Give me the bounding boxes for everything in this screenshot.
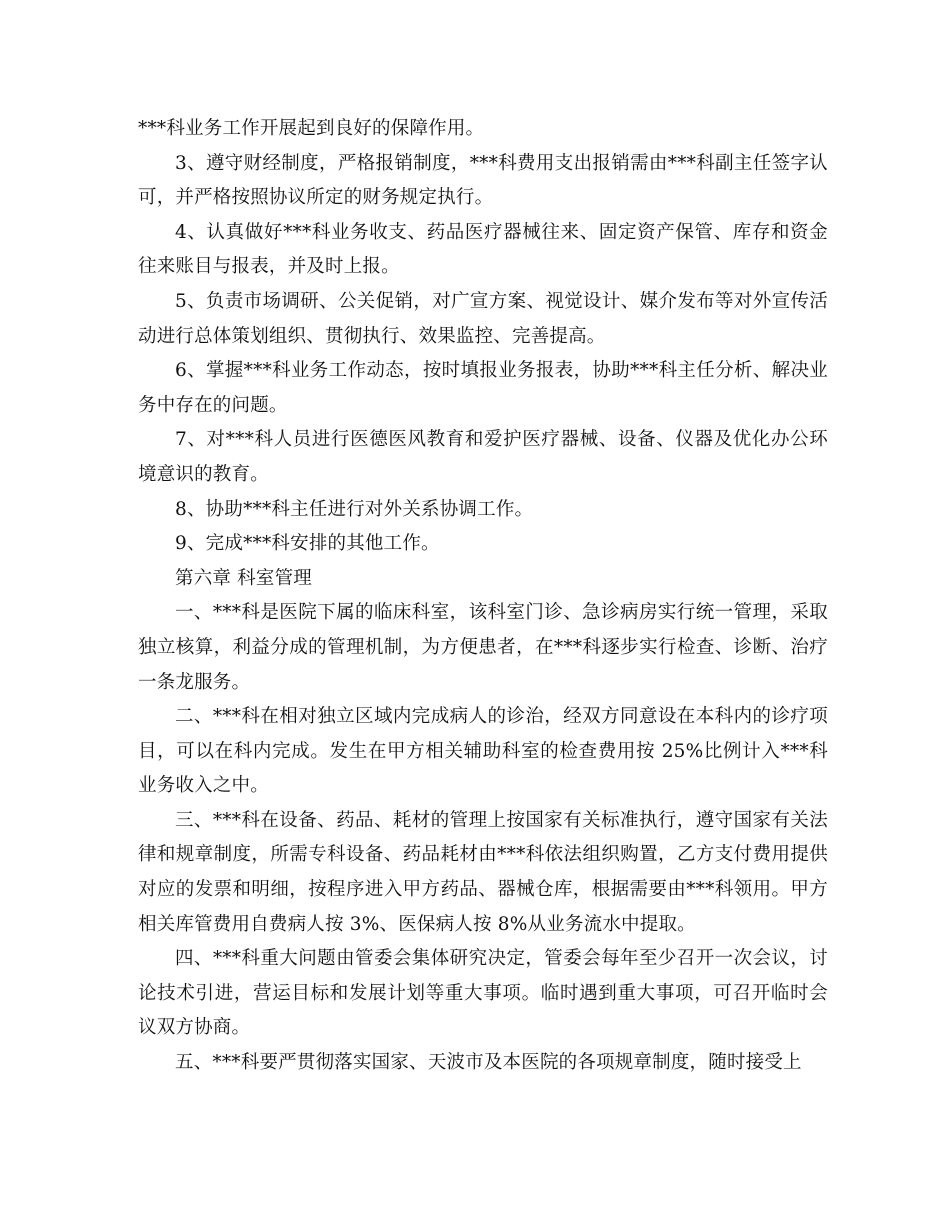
paragraph-section-4: 四、***科重大问题由管委会集体研究决定，管委会每年至少召开一次会议，讨论技术引进，营运目标和发展计划等重大事项。临时遇到重大事项，可召开临时会议双方协商。: [138, 948, 828, 1039]
paragraph-section-2: 二、***科在相对独立区域内完成病人的诊治，经双方同意设在本科内的诊疗项目，可以在科内完成。发生在甲方相关辅助科室的检查费用按 25%比例计入***科业务收入之中。: [138, 706, 828, 797]
paragraph-item-4: 4、认真做好***科业务收支、药品医疗器械往来、固定资产保管、库存和资金往来账目与报表，并及时上报。: [138, 221, 828, 278]
paragraph-item-7: 7、对***科人员进行医德医风教育和爱护医疗器械、设备、仪器及优化办公环境意识的教育。: [138, 429, 828, 485]
paragraph-section-3: 三、***科在设备、药品、耗材的管理上按国家有关标准执行，遵守国家有关法律和规章制度，所需专科设备、药品耗材由***科依法组织购置，乙方支付费用提供对应的发票和明细，按程序进入甲方药品、器械仓库，根据需要由***科领用。甲方相关库管费用自费病人按 3%、医保病人按 8%从业务流水中提取。: [138, 809, 828, 935]
chapter-heading: 第六章 科室管理: [175, 567, 312, 589]
paragraph-item-5: 5、负责市场调研、公关促销，对广宣方案、视觉设计、媒介发布等对外宣传活动进行总体策划组织、贯彻执行、效果监控、完善提高。: [138, 290, 828, 347]
paragraph-item-9: 9、完成***科安排的其他工作。: [175, 533, 440, 555]
paragraph-section-5: 五、***科要严贯彻落实国家、天波市及本医院的各项规章制度，随时接受上: [175, 1052, 802, 1074]
paragraph-section-1: 一、***科是医院下属的临床科室，该科室门诊、急诊病房实行统一管理，采取独立核算，利益分成的管理机制，为方便患者，在***科逐步实行检查、诊断、治疗一条龙服务。: [138, 602, 828, 693]
document-body: [138, 112, 828, 1081]
paragraph-item-8: 8、协助***科主任进行对外关系协调工作。: [175, 498, 534, 520]
paragraph-item-6: 6、掌握***科业务工作动态，按时填报业务报表，协助***科主任分析、解决业务中存在的问题。: [138, 360, 828, 416]
paragraph-item-3: 3、遵守财经制度，严格报销制度，***科费用支出报销需由***科副主任签字认可，并严格按照协议所定的财务规定执行。: [138, 152, 828, 209]
paragraph-continuation: ***科业务工作开展起到良好的保障作用。: [138, 118, 485, 139]
